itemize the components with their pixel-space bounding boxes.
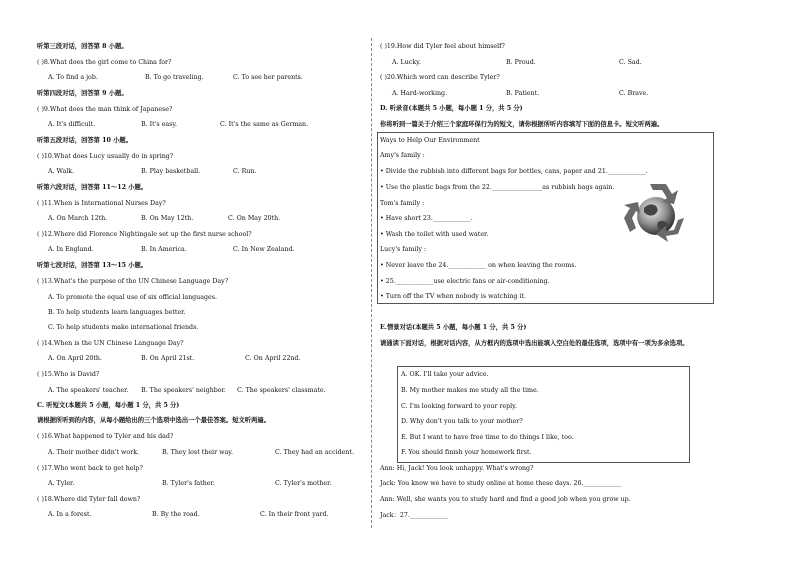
- left-line: C. In their front yard.: [260, 511, 329, 518]
- right-line: B. Proud.: [506, 59, 536, 66]
- right-line: C. I'm looking forward to your reply.: [401, 403, 517, 410]
- left-line: ( )18.Where did Tyler fall down?: [37, 496, 141, 503]
- right-line: Ways to Help Our Environment: [380, 137, 480, 144]
- right-line: D. Why don't you talk to your mother?: [401, 418, 523, 425]
- left-line: 听第三段对话，回答第 8 小题。: [37, 43, 128, 50]
- left-line: B. They lost their way.: [162, 449, 233, 456]
- left-line: ( )13.What's the purpose of the UN Chinese Language Day?: [37, 278, 229, 285]
- left-line: B. Play basketball.: [141, 168, 201, 175]
- right-line: E. But I want to have free time to do things I like, too.: [401, 434, 574, 441]
- right-line: Amy's family :: [380, 152, 425, 159]
- left-line: ( )15.Who is David?: [37, 371, 100, 378]
- left-line: B. It's easy.: [141, 121, 178, 128]
- left-line: 听第七段对话，回答第 13～15 小题。: [37, 262, 148, 269]
- left-line: B. On April 21st.: [141, 355, 195, 362]
- left-line: A. In England.: [48, 246, 94, 253]
- left-line: B. To help students learn languages better.: [48, 309, 186, 316]
- left-line: C. To help students make international friends.: [48, 324, 199, 331]
- right-line: ( )20.Which word can describe Tyler?: [380, 74, 500, 81]
- left-line: 听第四段对话，回答第 9 小题。: [37, 90, 128, 97]
- left-line: B. The speakers' neighbor.: [141, 387, 226, 394]
- right-line: E.情景对话(本题共 5 小题，每小题 1 分，共 5 分): [380, 324, 527, 331]
- left-line: C. Tyler's mother.: [275, 480, 332, 487]
- right-line: • Wash the toilet with used water.: [380, 231, 489, 238]
- left-line: C. On April 22nd.: [245, 355, 301, 362]
- left-line: B. Tyler's father.: [162, 480, 215, 487]
- right-line: Tom's family :: [380, 200, 425, 207]
- right-line: A. Hard-working.: [392, 90, 448, 97]
- left-line: B. In America.: [141, 246, 187, 253]
- right-line: • Divide the rubbish into different bags for bottles, cans, paper and 21.____________.: [380, 168, 648, 175]
- right-line: F. You should finish your homework first.: [401, 449, 532, 456]
- right-line: C. Sad.: [619, 59, 642, 66]
- right-line: • Have short 23.____________.: [380, 215, 473, 222]
- right-line: • 25.____________use electric fans or air-conditioning.: [380, 278, 550, 285]
- right-line: Lucy's family :: [380, 246, 427, 253]
- left-line: ( )9.What does the man think of Japanese?: [37, 106, 173, 113]
- left-line: ( )10.What does Lucy usually do in spring?: [37, 153, 174, 160]
- right-line: A. Lucky.: [392, 59, 421, 66]
- left-line: ( )14.When is the UN Chinese Language Day?: [37, 340, 184, 347]
- left-line: A. In a forest.: [48, 511, 92, 518]
- left-line: A. Walk.: [48, 168, 75, 175]
- right-line: ( )19.How did Tyler feel about himself?: [380, 43, 505, 50]
- left-line: ( )17.Who went back to get help?: [37, 465, 143, 472]
- left-line: A. It's difficult.: [48, 121, 96, 128]
- left-line: ( )16.What happened to Tyler and his dad?: [37, 433, 174, 440]
- right-line: D. 听录音(本题共 5 小题，每小题 1 分，共 5 分): [380, 105, 523, 112]
- left-line: C. 听短文(本题共 5 小题，每小题 1 分，共 5 分): [37, 402, 180, 409]
- left-line: ( )11.When is International Nurses Day?: [37, 200, 166, 207]
- left-line: A. To promote the equal use of six official languages.: [48, 294, 217, 301]
- left-line: A. The speakers' teacher.: [48, 387, 129, 394]
- left-line: A. Their mother didn't work.: [48, 449, 140, 456]
- right-line: Ann: Well, she wants you to study hard and find a good job when you grow up.: [380, 496, 631, 503]
- left-line: C. In New Zealand.: [233, 246, 295, 253]
- right-line: B. My mother makes me study all the time.: [401, 387, 539, 394]
- right-line: Jack: You know we have to study online at home these days. 26.____________: [380, 480, 622, 487]
- left-line: ( )12.Where did Florence Nightingale set up the first nurse school?: [37, 231, 252, 238]
- left-line: C. They had an accident.: [275, 449, 354, 456]
- left-line: 听第五段对话，回答第 10 小题。: [37, 137, 133, 144]
- left-line: A. On March 12th.: [48, 215, 108, 222]
- right-line: A. OK. I'll take your advice.: [401, 371, 489, 378]
- left-line: B. To go traveling.: [145, 74, 204, 81]
- left-line: ( )8.What does the girl come to China for?: [37, 59, 172, 66]
- left-line: A. On April 20th.: [48, 355, 102, 362]
- left-line: B. By the road.: [152, 511, 200, 518]
- right-line: C. Brave.: [619, 90, 649, 97]
- left-line: 请根据所听到的内容，从每小题给出的三个选项中选出一个最佳答案。短文听两遍。: [37, 417, 270, 424]
- left-line: A. To find a job.: [48, 74, 98, 81]
- left-line: C. To see her parents.: [233, 74, 303, 81]
- right-line: Ann: Hi, Jack! You look unhappy. What's wrong?: [380, 465, 534, 472]
- column-divider: [371, 38, 372, 528]
- right-line: 请通读下面对话，根据对话内容，从方框内的选项中选出能填入空白处的最佳选项，选项中有一项为多余选项。: [380, 340, 689, 347]
- left-line: A. Tyler.: [48, 480, 75, 487]
- right-line: B. Patient.: [506, 90, 540, 97]
- left-line: C. On May 20th.: [228, 215, 281, 222]
- left-line: C. It's the same as German.: [220, 121, 309, 128]
- left-line: B. On May 12th.: [141, 215, 194, 222]
- right-line: • Use the plastic bags from the 22.________________as rubbish bags again.: [380, 184, 615, 191]
- left-line: 听第六段对话，回答第 11～12 小题。: [37, 184, 148, 191]
- right-line: 你将听到一篇关于介绍三个家庭环保行为的短文，请你根据所听内容填写下面的信息卡。短文听两遍。: [380, 121, 664, 128]
- right-line: • Turn off the TV when nobody is watching it.: [380, 293, 527, 300]
- left-line: C. Run.: [233, 168, 257, 175]
- right-line: Jack：27.____________: [380, 512, 448, 519]
- left-line: C. The speakers' classmate.: [237, 387, 326, 394]
- recycle-globe-icon: [620, 178, 692, 250]
- right-line: • Never leave the 24.____________ on when leaving the rooms.: [380, 262, 577, 269]
